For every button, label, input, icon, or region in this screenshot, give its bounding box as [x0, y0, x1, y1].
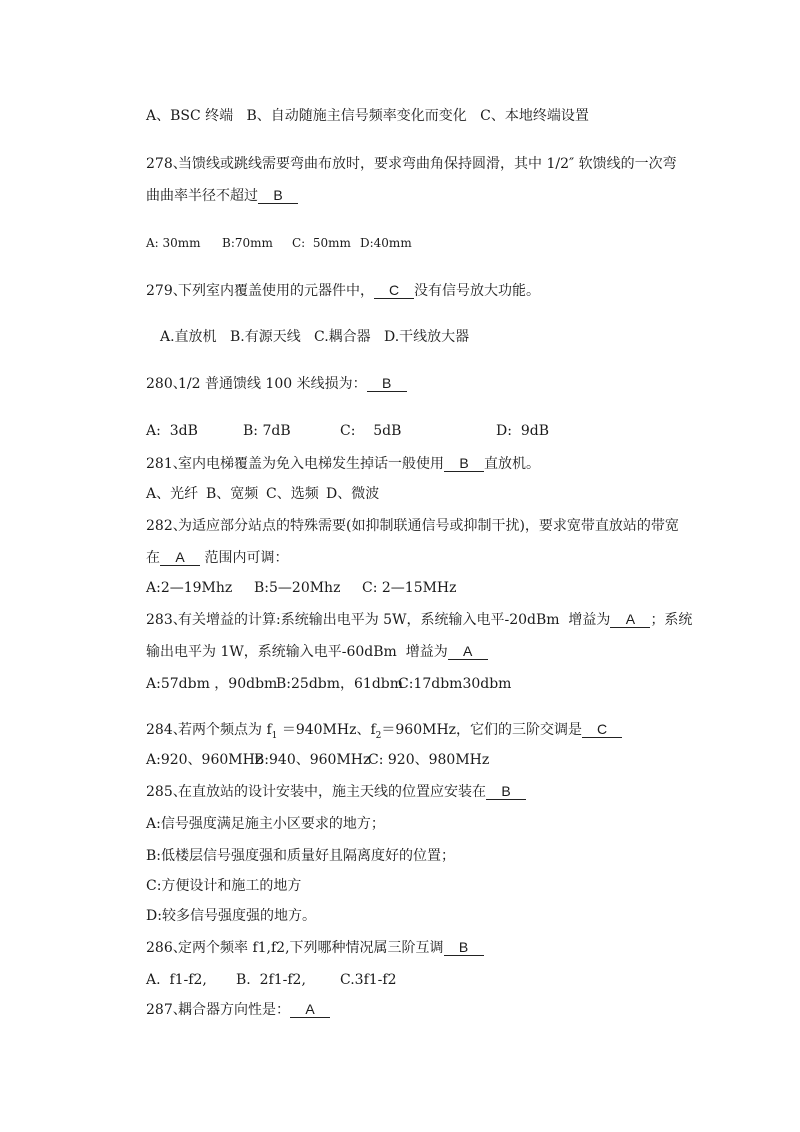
answer-blank: B	[367, 375, 407, 392]
question-text: 有关增益的计算:系统输出电平为 5W，系统输入电平-20dBm 增益为	[178, 612, 611, 628]
option: B: 7dB	[243, 423, 291, 439]
option: B. 2f1-f2,	[236, 972, 306, 988]
question-text: 在直放站的设计安装中，施主天线的位置应安装在	[178, 784, 486, 800]
question-text: 耦合器方向性是：	[178, 1002, 290, 1018]
question-number: 278、	[146, 156, 187, 172]
option: C.耦合器	[314, 329, 371, 345]
question-number: 281、	[146, 456, 187, 472]
answer-blank: A	[160, 549, 200, 566]
question-text-line	[178, 1000, 330, 1020]
option: B:5—20Mhz	[254, 580, 341, 596]
answer-blank: B	[444, 939, 484, 956]
question-number: 284、	[146, 722, 187, 738]
question-text-line	[178, 782, 526, 802]
answer-blank: A	[448, 643, 488, 660]
answer-blank: B	[444, 455, 484, 472]
answer-blank: C	[582, 721, 622, 738]
question-text-line	[178, 281, 540, 301]
question-text: 1/2 普通馈线 100 米线损为：	[178, 376, 367, 392]
question-text: 为适应部分站点的特殊需要(如抑制联通信号或抑制干扰)，要求宽带直放站的带宽	[178, 518, 679, 534]
question-text-line2	[146, 548, 288, 568]
question-text: 若两个频点为 f	[178, 722, 272, 738]
prev-question-options: A、BSC 终端 B、自动随施主信号频率变化而变化 C、本地终端设置	[146, 108, 589, 124]
question-number: 283、	[146, 612, 187, 628]
question-text: 在	[146, 550, 160, 566]
question-number: 286、	[146, 940, 187, 956]
option: C:17dbm30dbm	[398, 676, 512, 692]
question-number: 282、	[146, 518, 187, 534]
option: A: 30mm	[146, 236, 201, 250]
option: C: 5dB	[340, 423, 402, 439]
option: A.直放机	[160, 329, 217, 345]
option: A: 3dB	[146, 423, 198, 439]
answer-blank: B	[258, 187, 298, 204]
option: A. f1-f2,	[146, 972, 207, 988]
subscript: 1	[271, 730, 278, 741]
option: C:方便设计和施工的地方	[146, 878, 302, 894]
option: B:940、960MHz	[254, 752, 371, 768]
question-text-line	[178, 938, 484, 958]
question-text-line2	[146, 642, 488, 662]
question-text-line2	[146, 186, 298, 206]
question-number: 279、	[146, 283, 187, 299]
question-text: ＝960MHz，它们的三阶交调是	[381, 722, 583, 738]
option: D.干线放大器	[384, 329, 470, 345]
option: A:2—19Mhz	[146, 580, 233, 596]
subscript: 2	[375, 730, 382, 741]
option: C: 920、980MHz	[368, 752, 490, 768]
answer-blank: A	[610, 611, 650, 628]
question-number: 285、	[146, 784, 187, 800]
option: B:低楼层信号强度强和质量好且隔离度好的位置；	[146, 848, 456, 864]
answer-blank: A	[290, 1001, 330, 1018]
question-text: 室内电梯覆盖为免入电梯发生掉话一般使用	[178, 456, 444, 472]
option: C、选频	[266, 486, 319, 502]
option: B、宽频	[206, 486, 259, 502]
answer-blank: B	[486, 783, 526, 800]
option: C.3f1-f2	[340, 972, 397, 988]
question-text-line	[178, 610, 692, 630]
question-text: ；系统	[650, 612, 693, 628]
question-number: 287、	[146, 1002, 187, 1018]
question-text: 曲曲率半径不超过	[146, 188, 258, 204]
option: B:25dbm，61dbm	[276, 676, 404, 692]
option: A:信号强度满足施主小区要求的地方；	[146, 816, 385, 832]
question-text-line	[178, 720, 622, 746]
question-text: 直放机。	[484, 456, 540, 472]
option: A、光纤	[146, 486, 199, 502]
question-text: 定两个频率 f1,f2,下列哪种情况属三阶互调	[178, 940, 444, 956]
answer-blank: C	[374, 282, 414, 299]
option: D:较多信号强度强的地方。	[146, 908, 316, 924]
option: A:920、960MHz	[146, 752, 263, 768]
option: B:70mm	[222, 236, 273, 250]
question-text: 输出电平为 1W，系统输入电平-60dBm 增益为	[146, 644, 448, 660]
option: C: 2—15MHz	[362, 580, 457, 596]
option: D、微波	[326, 486, 380, 502]
option: C: 50mm	[292, 236, 351, 250]
question-text: 当馈线或跳线需要弯曲布放时，要求弯曲角保持圆滑，其中 1/2″ 软馈线的一次弯	[178, 156, 677, 172]
question-text-line	[178, 454, 540, 474]
option: D:40mm	[360, 236, 412, 250]
question-text-line	[178, 374, 407, 394]
question-number: 280、	[146, 376, 187, 392]
option: A:57dbm ，90dbm	[146, 676, 278, 692]
question-text: 没有信号放大功能。	[414, 283, 540, 299]
question-text: ＝940MHz、f	[277, 722, 376, 738]
option: D: 9dB	[496, 423, 549, 439]
option: B.有源天线	[230, 329, 301, 345]
question-text: 范围内可调：	[204, 550, 289, 566]
question-text: 下列室内覆盖使用的元器件中，	[178, 283, 374, 299]
